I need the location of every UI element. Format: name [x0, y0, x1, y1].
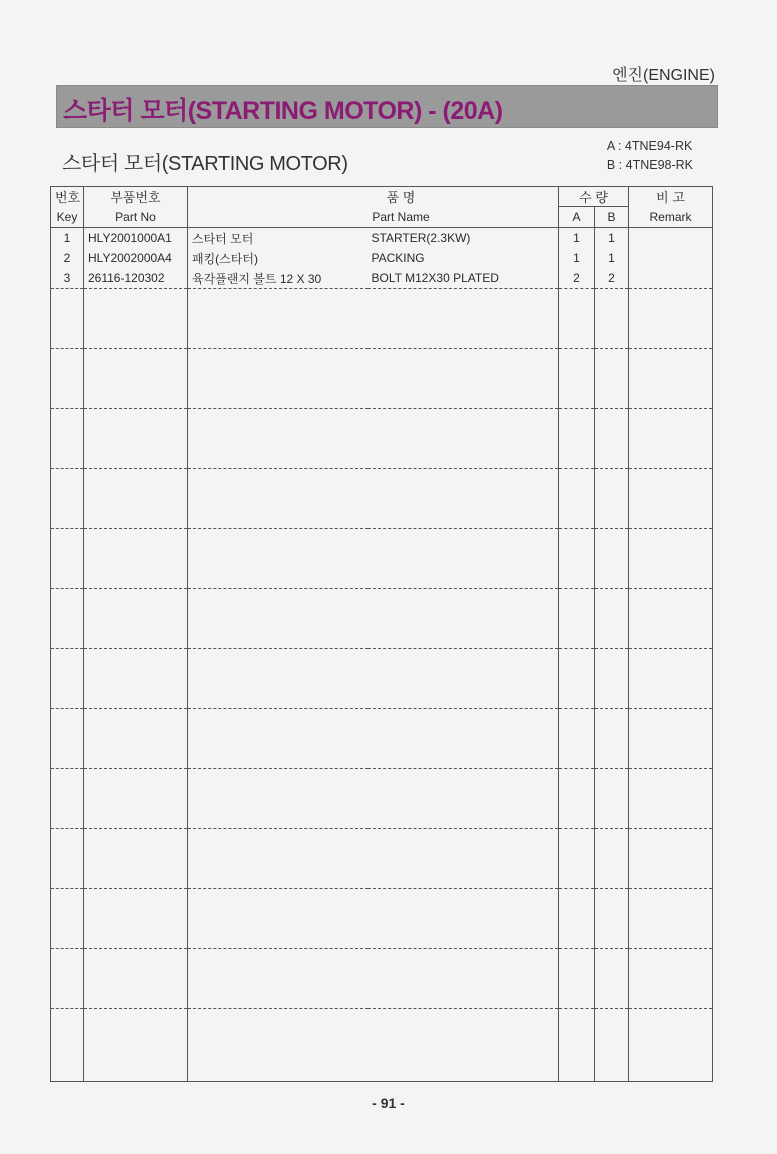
parts-table: [50, 186, 713, 1082]
empty-row: [51, 289, 713, 349]
col-name-en: Part Name: [188, 207, 559, 228]
cell-part-no: 26116-120302: [84, 268, 188, 289]
cell-part-no: HLY2001000A1: [84, 228, 188, 249]
cell-qty-b: 2: [595, 268, 629, 289]
header-row-english: [51, 207, 713, 228]
col-key-ko: 번호: [51, 187, 84, 207]
cell-name-en: BOLT M12X30 PLATED: [368, 268, 559, 289]
cell-key: 2: [51, 248, 84, 268]
header-row-korean: [51, 187, 713, 207]
empty-row: [51, 349, 713, 409]
empty-row: [51, 769, 713, 829]
banner-title: 스타터 모터(STARTING MOTOR) - (20A): [63, 97, 503, 125]
cell-key: 3: [51, 268, 84, 289]
model-a-label: A : 4TNE94-RK: [606, 139, 693, 153]
table-row: [51, 248, 713, 268]
col-partno-ko: 부품번호: [84, 187, 188, 207]
cell-name-en: PACKING: [368, 248, 559, 268]
empty-row: [51, 589, 713, 649]
empty-row: [51, 709, 713, 769]
model-legend: [607, 137, 693, 175]
col-qty-a: A: [559, 207, 595, 228]
cell-name-ko: 스타터 모터: [188, 228, 368, 249]
title-banner: [56, 85, 718, 128]
page-subtitle: 스타터 모터(STARTING MOTOR): [62, 153, 348, 175]
cell-qty-b: 1: [595, 228, 629, 249]
col-partno-en: Part No: [84, 207, 188, 228]
model-b-label: B : 4TNE98-RK: [606, 158, 693, 172]
col-name-ko: 품 명: [188, 187, 559, 207]
empty-row: [51, 889, 713, 949]
table-row: [51, 228, 713, 249]
empty-row: [51, 529, 713, 589]
cell-remark: [629, 248, 713, 268]
table-row: [51, 268, 713, 289]
section-label: 엔진(ENGINE): [612, 67, 715, 84]
parts-table-wrap: [50, 186, 712, 1082]
cell-part-no: HLY2002000A4: [84, 248, 188, 268]
cell-name-ko: 육각플랜지 볼트 12 X 30: [188, 268, 368, 289]
col-qty-b: B: [595, 207, 629, 228]
cell-qty-a: 1: [559, 248, 595, 268]
cell-key: 1: [51, 228, 84, 249]
cell-remark: [629, 228, 713, 249]
cell-name-en: STARTER(2.3KW): [368, 228, 559, 249]
cell-qty-b: 1: [595, 248, 629, 268]
col-remark-ko: 비 고: [629, 187, 713, 207]
empty-row: [51, 1009, 713, 1082]
cell-name-ko: 패킹(스타터): [188, 248, 368, 268]
empty-row: [51, 649, 713, 709]
cell-qty-a: 1: [559, 228, 595, 249]
page-number: - 91 -: [372, 1095, 405, 1111]
cell-remark: [629, 268, 713, 289]
empty-row: [51, 409, 713, 469]
cell-qty-a: 2: [559, 268, 595, 289]
empty-row: [51, 469, 713, 529]
empty-row: [51, 949, 713, 1009]
empty-row: [51, 829, 713, 889]
col-key-en: Key: [51, 207, 84, 228]
col-remark-en: Remark: [629, 207, 713, 228]
col-qty-ko: 수 량: [559, 187, 629, 207]
